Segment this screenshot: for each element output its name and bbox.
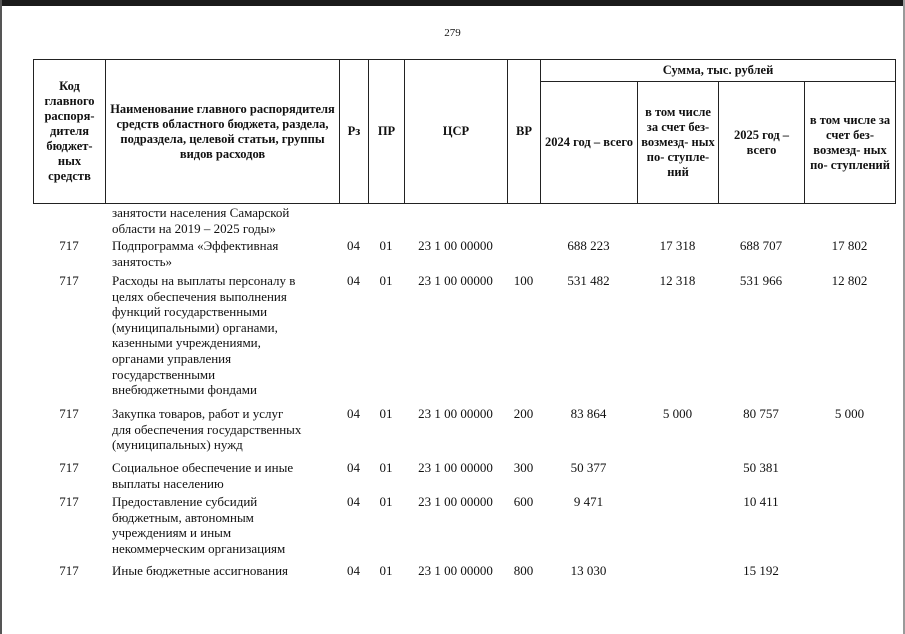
- row-sum-2024: 13 030: [570, 563, 607, 578]
- row-sum-2025: 15 192: [743, 563, 779, 578]
- row-rz: 04: [347, 494, 360, 509]
- row-csr: 23 1 00 00000: [418, 563, 493, 578]
- row-sum-2024-incl: 5 000: [662, 406, 693, 421]
- header-2024-incl: в том числе за счет без- возмезд- ных по- ступле- ний: [638, 82, 719, 204]
- table-header: [33, 59, 896, 204]
- row-name-line: функций государственными: [112, 304, 268, 320]
- row-sum-2025: 531 966: [739, 273, 783, 288]
- row-csr: 23 1 00 00000: [418, 406, 493, 421]
- row-name-line: бюджетным, автономным: [112, 509, 254, 525]
- row-kod: 717: [59, 494, 79, 509]
- header-2025-incl: в том числе за счет без- возмезд- ных по- ступлений: [805, 82, 896, 204]
- row-sum-2025: 80 757: [743, 406, 779, 421]
- row-sum-2025: 50 381: [743, 460, 779, 475]
- row-name-line: Социальное обеспечение и иные: [112, 460, 294, 475]
- row-rz: 04: [347, 563, 360, 578]
- row-pr: 01: [379, 563, 393, 578]
- row-pr: 01: [379, 406, 393, 421]
- row-name-line: целях обеспечения выполнения: [112, 288, 287, 304]
- scan-top-edge: [0, 0, 905, 6]
- row-sum-2024: 50 377: [570, 460, 607, 475]
- scan-left-edge: [0, 0, 2, 634]
- row-name-line: внебюджетными фондами: [112, 382, 257, 398]
- row-rz: 04: [347, 273, 360, 288]
- row-name-line: Иные бюджетные ассигнования: [112, 563, 289, 578]
- row-name-line: Расходы на выплаты персоналу в: [112, 273, 296, 288]
- row-vr: 800: [513, 563, 534, 578]
- row-sum-2025-incl: 5 000: [834, 406, 865, 421]
- row-csr: 23 1 00 00000: [418, 460, 493, 475]
- row-sum-2024: 688 223: [567, 238, 610, 253]
- row-sum-2025-incl: 17 802: [831, 238, 868, 253]
- row-pr: 01: [379, 238, 393, 253]
- row-name-line: органами управления: [112, 351, 232, 366]
- continuation-line: области на 2019 – 2025 годы»: [112, 220, 276, 236]
- row-kod: 717: [59, 238, 79, 253]
- row-rz: 04: [347, 238, 360, 253]
- header-name: Наименование главного распорядителя средств областного бюджета, раздела, подраздела, целевой статьи, группы видов расходов: [106, 60, 340, 204]
- header-vr: ВР: [508, 60, 541, 204]
- row-name-line: некоммерческим организациям: [112, 540, 286, 556]
- header-summa: Сумма, тыс. рублей: [541, 60, 896, 82]
- row-name-line: (муниципальных) нужд: [112, 437, 243, 453]
- header-2025-total: 2025 год – всего: [719, 82, 805, 204]
- row-name-line: Закупка товаров, работ и услуг: [112, 406, 284, 421]
- row-sum-2024: 9 471: [573, 494, 604, 509]
- header-pr: ПР: [369, 60, 405, 204]
- header-2024-total: 2024 год – всего: [541, 82, 638, 204]
- row-sum-2024-incl: 12 318: [659, 273, 696, 288]
- row-vr: 100: [513, 273, 534, 288]
- row-name-line: казенными учреждениями,: [112, 335, 261, 351]
- row-rz: 04: [347, 460, 360, 475]
- row-name-line: Предоставление субсидий: [112, 494, 258, 509]
- continuation-line: занятости населения Самарской: [112, 205, 290, 220]
- row-name-line: учреждениям и иным: [112, 525, 232, 541]
- header-csr: ЦСР: [405, 60, 508, 204]
- row-kod: 717: [59, 460, 79, 475]
- row-name-line: выплаты населению: [112, 475, 224, 491]
- row-sum-2025: 688 707: [739, 238, 783, 253]
- row-pr: 01: [379, 494, 393, 509]
- header-kod: Код главного распоря- дителя бюджет- ных средств: [34, 60, 106, 204]
- row-kod: 717: [59, 273, 79, 288]
- row-sum-2024-incl: 17 318: [659, 238, 696, 253]
- row-csr: 23 1 00 00000: [418, 273, 493, 288]
- row-vr: 600: [513, 494, 534, 509]
- row-name-line: занятость»: [112, 253, 173, 269]
- row-csr: 23 1 00 00000: [418, 494, 493, 509]
- row-pr: 01: [379, 273, 393, 288]
- row-sum-2024: 83 864: [570, 406, 607, 421]
- row-kod: 717: [59, 563, 79, 578]
- row-sum-2025: 10 411: [743, 494, 779, 509]
- row-pr: 01: [379, 460, 393, 475]
- row-rz: 04: [347, 406, 360, 421]
- row-vr: 300: [513, 460, 534, 475]
- row-sum-2025-incl: 12 802: [831, 273, 868, 288]
- row-name-line: для обеспечения государственных: [112, 421, 302, 437]
- row-kod: 717: [59, 406, 79, 421]
- row-sum-2024: 531 482: [567, 273, 610, 288]
- row-name-line: (муниципальными) органами,: [112, 319, 278, 335]
- row-name-line: Подпрограмма «Эффективная: [112, 238, 279, 253]
- page-number: 279: [444, 27, 461, 39]
- row-vr: 200: [513, 406, 534, 421]
- row-csr: 23 1 00 00000: [418, 238, 493, 253]
- header-rz: Рз: [340, 60, 369, 204]
- row-name-line: государственными: [112, 366, 216, 382]
